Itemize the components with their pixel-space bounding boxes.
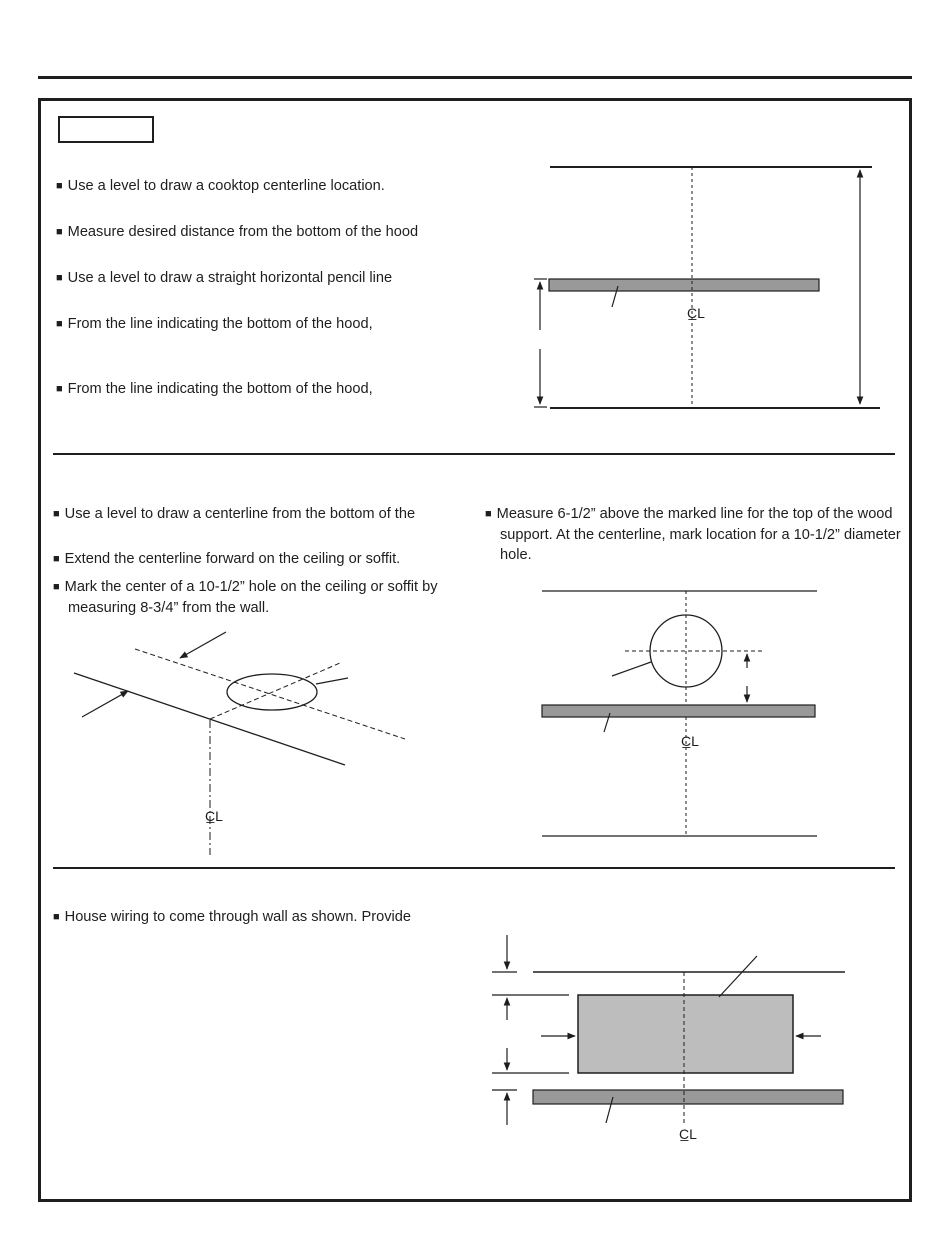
bullet-icon: ■ bbox=[56, 272, 63, 284]
centerline-symbol: C̲L bbox=[687, 305, 705, 321]
wiring-area-box bbox=[578, 995, 793, 1073]
bullet-icon: ■ bbox=[53, 911, 60, 923]
hole-leader-line bbox=[612, 662, 651, 676]
section3-bullet-1: ■ House wiring to come through wall as shown. Provide bbox=[53, 909, 412, 925]
bullet-icon: ■ bbox=[56, 226, 63, 238]
bullet-icon: ■ bbox=[56, 180, 63, 192]
section1-bullet-5: ■ From the line indicating the bottom of the hood, bbox=[56, 381, 373, 397]
section1-bullet-4: ■ From the line indicating the bottom of the hood, bbox=[56, 316, 373, 332]
section2-right-bullet-1: ■ Measure 6-1/2” above the marked line for the top of the wood support. At the centerline, mark location for a 10-1/2” diameter hole. bbox=[485, 506, 901, 563]
bullet-icon: ■ bbox=[485, 508, 492, 520]
wall-leader-arrow bbox=[82, 691, 128, 717]
bullet-icon: ■ bbox=[53, 508, 60, 520]
section1-bullet-1: ■ Use a level to draw a cooktop centerline location. bbox=[56, 178, 385, 194]
section1-bullet-3: ■ Use a level to draw a straight horizontal pencil line bbox=[56, 270, 393, 286]
ceiling-isometric-diagram bbox=[74, 632, 405, 855]
bullet-icon: ■ bbox=[56, 383, 63, 395]
section2-left-bullet-1: ■ Use a level to draw a centerline from the bottom of the bbox=[53, 506, 416, 522]
wall-ceiling-edge bbox=[74, 673, 345, 765]
wiring-location-diagram bbox=[492, 935, 845, 1125]
hood-height-diagram bbox=[534, 167, 880, 408]
bullet-icon: ■ bbox=[56, 318, 63, 330]
offset-leader-arrow bbox=[180, 632, 226, 658]
bullet-icon: ■ bbox=[53, 581, 60, 593]
wood-support-bar bbox=[549, 279, 819, 291]
section2-left-bullet-2: ■ Extend the centerline forward on the ceiling or soffit. bbox=[53, 551, 401, 567]
bullet-icon: ■ bbox=[53, 553, 60, 565]
wood-support-bar bbox=[533, 1090, 843, 1104]
box-leader-line bbox=[719, 956, 757, 997]
centerline-symbol: C̲L bbox=[205, 808, 223, 824]
section2-left-bullet-3: ■ Mark the center of a 10-1/2” hole on the ceiling or soffit by measuring 8-3/4” from the wall. bbox=[53, 579, 438, 616]
hole-layout-diagram bbox=[542, 591, 817, 836]
hole-leader-line bbox=[316, 678, 348, 684]
centerline-symbol: C̲L bbox=[681, 733, 699, 749]
hole-offset-line bbox=[135, 649, 405, 739]
wood-support-bar bbox=[542, 705, 815, 717]
centerline-symbol: C̲L bbox=[679, 1126, 697, 1142]
section1-bullet-2: ■ Measure desired distance from the bottom of the hood bbox=[56, 224, 419, 240]
